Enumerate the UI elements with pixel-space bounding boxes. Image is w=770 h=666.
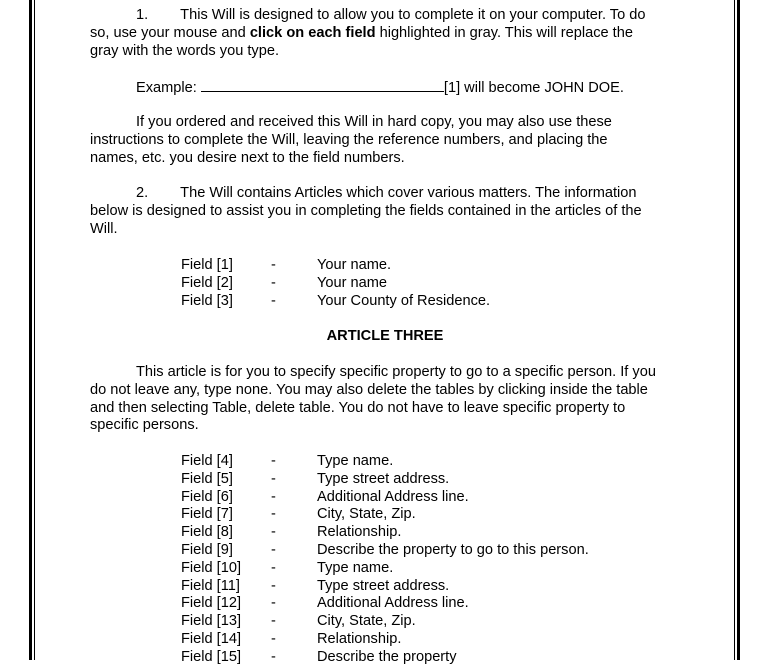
field-label: Field [14]: [181, 631, 242, 647]
field-label: Field [3]: [181, 292, 233, 309]
paragraph-hardcopy: [90, 114, 690, 167]
left-page-border: [29, 0, 35, 660]
field-dash: -: [271, 648, 276, 665]
field-dash: -: [271, 524, 276, 541]
field-description: City, State, Zip.: [317, 613, 416, 630]
article-line2: do not leave any, type none. You may also delete the tables by clicking inside the table: [90, 381, 648, 398]
field-label: Field [15]: [181, 648, 242, 665]
field-dash: -: [271, 542, 276, 558]
field-description: Relationship.: [317, 631, 402, 647]
field-dash: -: [271, 488, 276, 505]
field-label: Field [5]: [181, 470, 233, 487]
right-page-border: [734, 0, 740, 660]
paragraph-1: [90, 7, 690, 60]
field-label: Field [7]: [181, 506, 233, 523]
field-dash: -: [271, 274, 276, 291]
field-dash: -: [271, 559, 276, 576]
field-description: Describe the property to go to this person.: [317, 542, 589, 558]
field-dash: -: [271, 257, 276, 273]
example-label: Example:: [136, 80, 197, 96]
para2-line1: The Will contains Articles which cover various matters. The information: [180, 185, 637, 201]
paragraph-number: 2.: [136, 185, 149, 201]
example-line: [90, 78, 690, 98]
hardcopy-line3: names, etc. you desire next to the field numbers.: [90, 149, 405, 166]
field-description: Your name: [317, 274, 388, 291]
field-label: Field [4]: [181, 453, 233, 469]
paragraph-2: [90, 185, 690, 238]
example-tail: [1] will become JOHN DOE.: [443, 80, 624, 96]
field-dash: -: [271, 631, 276, 647]
field-dash: -: [271, 506, 276, 523]
field-dash: -: [271, 577, 276, 594]
field-dash: -: [271, 292, 276, 309]
field-dash: -: [271, 613, 276, 630]
field-description: Additional Address line.: [317, 595, 469, 612]
hardcopy-line1: If you ordered and received this Will in hard copy, you may also use these: [136, 114, 612, 130]
field-label: Field [2]: [181, 274, 233, 291]
para1-line2c: highlighted in gray. This will replace the: [375, 24, 633, 41]
paragraph-number: 1.: [136, 7, 149, 23]
para1-line1: This Will is designed to allow you to complete it on your computer. To do: [180, 7, 646, 23]
field-label: Field [13]: [181, 613, 242, 630]
field-description: Type street address.: [317, 577, 450, 594]
field-label: Field [1]: [181, 257, 233, 273]
field-dash: -: [271, 470, 276, 487]
para2-line2: below is designed to assist you in completing the fields contained in the articles of the: [90, 202, 642, 219]
field-description: Type name.: [317, 453, 394, 469]
field-dash: -: [271, 453, 276, 469]
article-line1: This article is for you to specify specific property to go to a specific person. If you: [136, 364, 656, 380]
hardcopy-line2: instructions to complete the Will, leaving the reference numbers, and placing the: [90, 131, 608, 148]
field-description: Type name.: [317, 559, 394, 576]
field-dash: -: [271, 595, 276, 612]
field-description: City, State, Zip.: [317, 506, 416, 523]
field-label: Field [10]: [181, 559, 242, 576]
field-description: Your name.: [317, 257, 392, 273]
para2-line3: Will.: [90, 220, 118, 237]
para1-bold-text: click on each field: [249, 24, 376, 41]
article-line3: and then selecting Table, delete table. You do not have to leave specific property to: [90, 399, 626, 416]
field-label: Field [6]: [181, 488, 233, 505]
field-description: Relationship.: [317, 524, 402, 541]
field-description: Your County of Residence.: [317, 292, 491, 309]
field-label: Field [9]: [181, 542, 233, 558]
field-description: Additional Address line.: [317, 488, 469, 505]
field-label: Field [11]: [181, 577, 240, 594]
para1-line3: gray with the words you type.: [90, 42, 279, 59]
article-three-paragraph: [90, 364, 690, 435]
article-line4: specific persons.: [90, 417, 199, 434]
article-three-heading: ARTICLE THREE: [326, 328, 444, 344]
field-description: Type street address.: [317, 470, 450, 487]
example-blank-field[interactable]: [201, 78, 444, 92]
field-label: Field [12]: [181, 595, 242, 612]
field-label: Field [8]: [181, 524, 233, 541]
para1-line2a: so, use your mouse and: [90, 24, 250, 41]
field-description: Describe the property: [317, 648, 457, 665]
